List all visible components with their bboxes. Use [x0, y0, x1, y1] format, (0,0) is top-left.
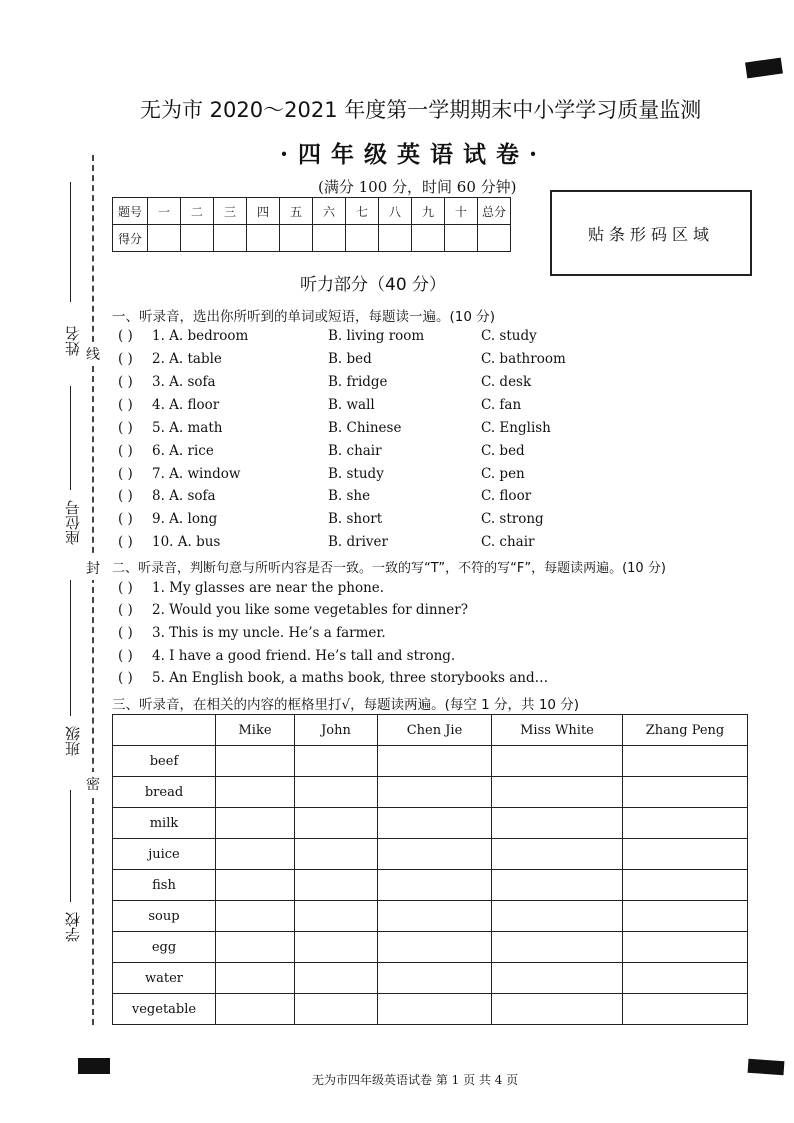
check-cell[interactable] — [216, 994, 295, 1025]
check-cell[interactable] — [295, 808, 378, 839]
check-cell[interactable] — [623, 963, 748, 994]
answer-blank[interactable]: ( ) — [118, 443, 133, 459]
check-cell[interactable] — [216, 901, 295, 932]
name-label: 姓名 — [64, 326, 82, 356]
part1-title: 一、听录音，选出你所听到的单词或短语，每题读一遍。(10 分) — [112, 309, 496, 325]
score-cell[interactable] — [445, 225, 478, 252]
check-cell[interactable] — [492, 901, 623, 932]
score-cell[interactable] — [181, 225, 214, 252]
part1-question-row — [118, 374, 718, 394]
answer-blank[interactable]: ( ) — [118, 397, 133, 413]
statement: 1. My glasses are near the phone. — [152, 580, 385, 596]
answer-blank[interactable]: ( ) — [118, 670, 133, 686]
statement: 3. This is my uncle. He’s a farmer. — [152, 625, 386, 641]
score-cell[interactable] — [379, 225, 412, 252]
part1-question-row — [118, 351, 718, 371]
seat-label: 座位号 — [64, 500, 82, 545]
answer-blank[interactable]: ( ) — [118, 602, 133, 618]
score-row-label: 得分 — [113, 225, 148, 252]
check-cell[interactable] — [295, 746, 378, 777]
option-a: 9. A. long — [152, 511, 218, 527]
exam-subtitle: ·四年级英语试卷· — [280, 141, 548, 168]
row-label: vegetable — [113, 994, 216, 1025]
line-mark: 线 — [86, 342, 100, 366]
row-label: water — [113, 963, 216, 994]
option-c: C. fan — [481, 397, 522, 413]
check-cell[interactable] — [216, 870, 295, 901]
table-row — [113, 870, 748, 901]
part1-question-row — [118, 511, 718, 531]
option-c: C. chair — [481, 534, 535, 550]
corner-marker-top-right — [745, 58, 783, 79]
statement: 4. I have a good friend. He’s tall and strong. — [152, 648, 456, 664]
check-cell[interactable] — [378, 994, 492, 1025]
table-row — [113, 901, 748, 932]
part1-question-row — [118, 420, 718, 440]
row-label: beef — [113, 746, 216, 777]
score-col: 二 — [181, 198, 214, 225]
check-cell[interactable] — [295, 963, 378, 994]
option-a: 3. A. sofa — [152, 374, 216, 390]
answer-blank[interactable]: ( ) — [118, 466, 133, 482]
check-cell[interactable] — [492, 994, 623, 1025]
part1-question-row — [118, 397, 718, 417]
check-cell[interactable] — [216, 932, 295, 963]
table-header-cell: Zhang Peng — [623, 715, 748, 746]
check-cell[interactable] — [295, 839, 378, 870]
part1-question-row — [118, 534, 718, 554]
school-label: 学校 — [64, 912, 82, 942]
binding-line — [92, 155, 94, 1025]
table-row — [113, 839, 748, 870]
score-cell[interactable] — [247, 225, 280, 252]
check-cell[interactable] — [216, 808, 295, 839]
score-col: 一 — [148, 198, 181, 225]
check-cell[interactable] — [378, 746, 492, 777]
class-label: 班级 — [64, 726, 82, 756]
score-note: (满分 100 分，时间 60 分钟) — [318, 178, 517, 196]
score-col: 总分 — [478, 198, 511, 225]
score-cell[interactable] — [478, 225, 511, 252]
statement: 5. An English book, a maths book, three storybooks and… — [152, 670, 549, 686]
score-col: 三 — [214, 198, 247, 225]
option-c: C. English — [481, 420, 551, 436]
check-cell[interactable] — [295, 994, 378, 1025]
answer-blank[interactable]: ( ) — [118, 420, 133, 436]
answer-blank[interactable]: ( ) — [118, 534, 133, 550]
check-cell[interactable] — [492, 932, 623, 963]
answer-blank[interactable]: ( ) — [118, 328, 133, 344]
check-cell[interactable] — [295, 901, 378, 932]
check-cell[interactable] — [623, 839, 748, 870]
check-cell[interactable] — [623, 901, 748, 932]
check-cell[interactable] — [216, 777, 295, 808]
part1-question-row — [118, 328, 718, 348]
row-label: egg — [113, 932, 216, 963]
check-cell[interactable] — [295, 932, 378, 963]
score-row-label: 题号 — [113, 198, 148, 225]
check-cell[interactable] — [623, 746, 748, 777]
score-table — [112, 197, 511, 252]
table-header-cell: Mike — [216, 715, 295, 746]
score-col: 四 — [247, 198, 280, 225]
option-a: 2. A. table — [152, 351, 222, 367]
secret-mark: 密 — [86, 772, 100, 796]
score-col: 六 — [313, 198, 346, 225]
option-b: B. chair — [328, 443, 382, 459]
table-row — [113, 963, 748, 994]
row-label: soup — [113, 901, 216, 932]
option-b: B. living room — [328, 328, 425, 344]
answer-blank[interactable]: ( ) — [118, 488, 133, 504]
row-label: bread — [113, 777, 216, 808]
option-b: B. she — [328, 488, 371, 504]
answer-blank[interactable]: ( ) — [118, 580, 133, 596]
seat-underline[interactable] — [70, 386, 71, 490]
option-a: 10. A. bus — [152, 534, 221, 550]
option-c: C. bed — [481, 443, 525, 459]
statement: 2. Would you like some vegetables for dinner? — [152, 602, 468, 618]
part1-question-row — [118, 466, 718, 486]
answer-blank[interactable]: ( ) — [118, 374, 133, 390]
option-c: C. bathroom — [481, 351, 566, 367]
seal-mark: 封 — [86, 556, 100, 580]
check-cell[interactable] — [378, 777, 492, 808]
score-cell[interactable] — [280, 225, 313, 252]
part2-title: 二、听录音，判断句意与所听内容是否一致。一致的写“T”，不符的写“F”，每题读两遍。(10 分) — [112, 561, 666, 576]
check-cell[interactable] — [378, 932, 492, 963]
check-cell[interactable] — [492, 746, 623, 777]
barcode-area: 贴条形码区域 — [550, 190, 752, 276]
check-cell[interactable] — [623, 808, 748, 839]
corner-marker-bottom-right — [748, 1059, 785, 1075]
check-cell[interactable] — [623, 870, 748, 901]
table-corner-cell — [113, 715, 216, 746]
option-c: C. strong — [481, 511, 544, 527]
part1-question-row — [118, 488, 718, 508]
check-cell[interactable] — [623, 932, 748, 963]
score-cell[interactable] — [148, 225, 181, 252]
answer-blank[interactable]: ( ) — [118, 511, 133, 527]
part3-check-table — [112, 714, 748, 1025]
listening-section-header: 听力部分（40 分） — [300, 275, 447, 295]
option-b: B. short — [328, 511, 383, 527]
option-c: C. study — [481, 328, 537, 344]
option-c: C. pen — [481, 466, 525, 482]
score-cell[interactable] — [346, 225, 379, 252]
option-b: B. wall — [328, 397, 375, 413]
part3-title: 三、听录音，在相关的内容的框格里打√，每题读两遍。(每空 1 分，共 10 分) — [112, 697, 580, 713]
class-underline[interactable] — [70, 580, 71, 716]
answer-blank[interactable]: ( ) — [118, 648, 133, 664]
option-a: 6. A. rice — [152, 443, 214, 459]
table-row — [113, 777, 748, 808]
option-b: B. fridge — [328, 374, 388, 390]
option-c: C. floor — [481, 488, 532, 504]
option-b: B. Chinese — [328, 420, 402, 436]
check-cell[interactable] — [216, 746, 295, 777]
table-row — [113, 808, 748, 839]
table-header-row — [113, 715, 748, 746]
answer-blank[interactable]: ( ) — [118, 351, 133, 367]
check-cell[interactable] — [378, 839, 492, 870]
name-underline[interactable] — [70, 182, 71, 302]
table-row — [113, 746, 748, 777]
corner-marker-bottom-left — [78, 1058, 110, 1074]
option-c: C. desk — [481, 374, 532, 390]
score-cell[interactable] — [214, 225, 247, 252]
check-cell[interactable] — [492, 777, 623, 808]
check-cell[interactable] — [378, 808, 492, 839]
check-cell[interactable] — [216, 963, 295, 994]
check-cell[interactable] — [623, 777, 748, 808]
answer-blank[interactable]: ( ) — [118, 625, 133, 641]
table-row — [113, 994, 748, 1025]
option-b: B. study — [328, 466, 384, 482]
exam-title: 无为市 2020～2021 年度第一学期期末中小学学习质量监测 — [140, 98, 702, 122]
check-cell[interactable] — [295, 870, 378, 901]
score-cell[interactable] — [412, 225, 445, 252]
option-a: 5. A. math — [152, 420, 223, 436]
option-b: B. bed — [328, 351, 372, 367]
option-a: 1. A. bedroom — [152, 328, 249, 344]
row-label: fish — [113, 870, 216, 901]
table-header-cell: John — [295, 715, 378, 746]
check-cell[interactable] — [295, 777, 378, 808]
check-cell[interactable] — [492, 870, 623, 901]
option-a: 7. A. window — [152, 466, 241, 482]
check-cell[interactable] — [492, 963, 623, 994]
table-header-cell: Chen Jie — [378, 715, 492, 746]
part1-question-row — [118, 443, 718, 463]
score-col: 八 — [379, 198, 412, 225]
school-underline[interactable] — [70, 790, 71, 902]
page-footer: 无为市四年级英语试卷 第 1 页 共 4 页 — [312, 1073, 519, 1087]
check-cell[interactable] — [492, 839, 623, 870]
score-col: 七 — [346, 198, 379, 225]
check-cell[interactable] — [216, 839, 295, 870]
row-label: juice — [113, 839, 216, 870]
option-a: 8. A. sofa — [152, 488, 216, 504]
check-cell[interactable] — [623, 994, 748, 1025]
score-col: 五 — [280, 198, 313, 225]
table-header-cell: Miss White — [492, 715, 623, 746]
table-row — [113, 932, 748, 963]
row-label: milk — [113, 808, 216, 839]
check-cell[interactable] — [378, 901, 492, 932]
check-cell[interactable] — [492, 808, 623, 839]
check-cell[interactable] — [378, 870, 492, 901]
option-b: B. driver — [328, 534, 388, 550]
option-a: 4. A. floor — [152, 397, 220, 413]
check-cell[interactable] — [378, 963, 492, 994]
score-col: 九 — [412, 198, 445, 225]
score-cell[interactable] — [313, 225, 346, 252]
score-col: 十 — [445, 198, 478, 225]
